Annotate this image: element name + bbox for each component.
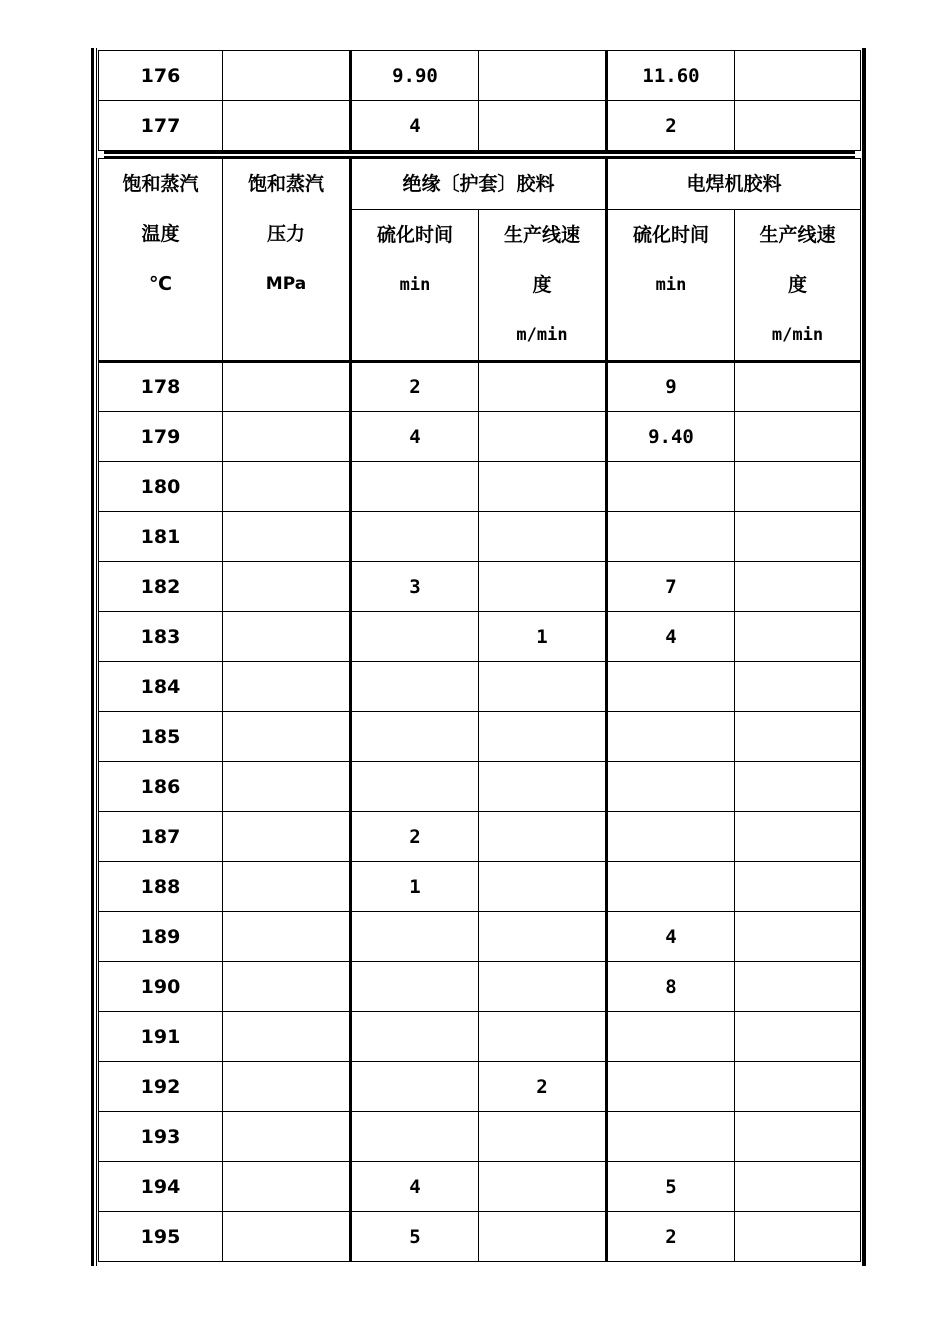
table-row (99, 612, 861, 662)
weld-line-speed-cell (735, 462, 861, 512)
pressure-cell (223, 612, 351, 662)
weld-cure-time-cell: 9.40 (607, 412, 735, 462)
weld-cure-time-cell: 4 (607, 612, 735, 662)
temperature-cell: 184 (99, 662, 223, 712)
ins-line-speed-cell (479, 912, 607, 962)
ins-line-speed-cell (479, 862, 607, 912)
pressure-cell (223, 1212, 351, 1262)
weld-line-speed-cell (735, 1162, 861, 1212)
temperature-cell: 190 (99, 962, 223, 1012)
header-weld-line-speed (735, 210, 861, 362)
temperature-cell: 194 (99, 1162, 223, 1212)
weld-line-speed-cell (735, 1112, 861, 1162)
weld-cure-time-cell: 2 (607, 1212, 735, 1262)
weld-cure-time-cell: 11.60 (607, 51, 735, 101)
temperature-cell: 179 (99, 412, 223, 462)
weld-cure-time-cell (607, 1062, 735, 1112)
pressure-cell (223, 912, 351, 962)
pressure-cell (223, 362, 351, 412)
temperature-cell: 187 (99, 812, 223, 862)
ins-line-speed-cell: 1 (479, 612, 607, 662)
table-row (99, 762, 861, 812)
ins-line-speed-cell (479, 812, 607, 862)
temperature-cell: 181 (99, 512, 223, 562)
temperature-cell: 185 (99, 712, 223, 762)
pressure-cell (223, 762, 351, 812)
weld-line-speed-cell (735, 762, 861, 812)
ins-cure-time-cell (351, 1062, 479, 1112)
weld-line-speed-cell (735, 362, 861, 412)
header-saturated-steam-temperature (99, 159, 223, 362)
header-temp-line1: 饱和蒸汽 (122, 173, 199, 195)
ins-cure-time-cell: 5 (351, 1212, 479, 1262)
ins-line-speed-cell (479, 51, 607, 101)
header-welder-label: 电焊机胶料 (686, 173, 782, 195)
header-ins-line-speed-unit: m/min (516, 325, 568, 345)
header-ins-line-speed (479, 210, 607, 362)
header-ins-cure-time-unit: min (399, 275, 431, 295)
table-row (99, 662, 861, 712)
table-row (99, 712, 861, 762)
table-row (99, 512, 861, 562)
header-insulation-compound (351, 159, 607, 210)
table-row (99, 562, 861, 612)
temperature-cell: 195 (99, 1212, 223, 1262)
header-pressure-unit: MPa (265, 274, 307, 294)
header-ins-cure-time-label: 硫化时间 (376, 224, 453, 246)
weld-cure-time-cell (607, 512, 735, 562)
weld-line-speed-cell (735, 1062, 861, 1112)
ins-cure-time-cell (351, 612, 479, 662)
weld-line-speed-cell (735, 812, 861, 862)
ins-cure-time-cell (351, 1112, 479, 1162)
ins-line-speed-cell (479, 1012, 607, 1062)
temperature-cell: 192 (99, 1062, 223, 1112)
weld-line-speed-cell (735, 101, 861, 151)
table-row (99, 962, 861, 1012)
weld-cure-time-cell: 2 (607, 101, 735, 151)
header-ins-line-speed-label2: 度 (532, 274, 552, 296)
ins-cure-time-cell (351, 462, 479, 512)
weld-line-speed-cell (735, 612, 861, 662)
pressure-cell (223, 662, 351, 712)
table-row (99, 912, 861, 962)
pressure-cell (223, 862, 351, 912)
weld-cure-time-cell (607, 1112, 735, 1162)
temperature-cell: 189 (99, 912, 223, 962)
ins-cure-time-cell: 3 (351, 562, 479, 612)
temperature-cell: 193 (99, 1112, 223, 1162)
weld-line-speed-cell (735, 51, 861, 101)
pressure-cell (223, 1112, 351, 1162)
ins-cure-time-cell: 2 (351, 812, 479, 862)
ins-cure-time-cell: 4 (351, 412, 479, 462)
vulcanization-table (98, 158, 861, 1262)
weld-line-speed-cell (735, 662, 861, 712)
header-pressure-line2: 压力 (266, 223, 305, 245)
temperature-cell: 180 (99, 462, 223, 512)
temperature-cell: 188 (99, 862, 223, 912)
ins-cure-time-cell: 4 (351, 101, 479, 151)
pressure-cell (223, 51, 351, 101)
table-row (99, 462, 861, 512)
table-row (99, 862, 861, 912)
pressure-cell (223, 962, 351, 1012)
temperature-cell: 183 (99, 612, 223, 662)
header-welder-compound (607, 159, 861, 210)
ins-line-speed-cell (479, 462, 607, 512)
pressure-cell (223, 562, 351, 612)
weld-cure-time-cell (607, 462, 735, 512)
ins-cure-time-cell (351, 762, 479, 812)
weld-cure-time-cell (607, 812, 735, 862)
header-saturated-steam-pressure (223, 159, 351, 362)
temperature-cell: 191 (99, 1012, 223, 1062)
weld-line-speed-cell (735, 412, 861, 462)
ins-line-speed-cell (479, 1162, 607, 1212)
ins-cure-time-cell: 1 (351, 862, 479, 912)
table-row (99, 101, 861, 151)
ins-line-speed-cell (479, 712, 607, 762)
table-row (99, 362, 861, 412)
ins-cure-time-cell: 2 (351, 362, 479, 412)
weld-cure-time-cell (607, 662, 735, 712)
ins-line-speed-cell (479, 101, 607, 151)
pressure-cell (223, 101, 351, 151)
weld-cure-time-cell (607, 762, 735, 812)
ins-line-speed-cell (479, 512, 607, 562)
weld-line-speed-cell (735, 512, 861, 562)
table-row (99, 812, 861, 862)
weld-cure-time-cell: 8 (607, 962, 735, 1012)
pressure-cell (223, 712, 351, 762)
ins-line-speed-cell (479, 1212, 607, 1262)
ins-cure-time-cell: 9.90 (351, 51, 479, 101)
pressure-cell (223, 1012, 351, 1062)
ins-line-speed-cell (479, 962, 607, 1012)
ins-line-speed-cell: 2 (479, 1062, 607, 1112)
header-insulation-label: 绝缘〔护套〕胶料 (402, 173, 555, 195)
weld-line-speed-cell (735, 712, 861, 762)
pressure-cell (223, 812, 351, 862)
ins-line-speed-cell (479, 562, 607, 612)
weld-line-speed-cell (735, 562, 861, 612)
header-weld-line-speed-label: 生产线速 (759, 224, 836, 246)
pressure-cell (223, 1162, 351, 1212)
right-border-bar (862, 48, 866, 1266)
weld-cure-time-cell: 5 (607, 1162, 735, 1212)
double-rule-top (104, 151, 855, 154)
table-row (99, 1112, 861, 1162)
weld-cure-time-cell: 4 (607, 912, 735, 962)
ins-cure-time-cell (351, 512, 479, 562)
table-row (99, 1062, 861, 1112)
pressure-cell (223, 412, 351, 462)
weld-cure-time-cell (607, 862, 735, 912)
header-ins-line-speed-label: 生产线速 (503, 224, 580, 246)
table-row (99, 1162, 861, 1212)
pressure-cell (223, 1062, 351, 1112)
header-weld-line-speed-label2: 度 (787, 274, 807, 296)
ins-line-speed-cell (479, 762, 607, 812)
ins-cure-time-cell (351, 662, 479, 712)
temperature-cell: 182 (99, 562, 223, 612)
table-row (99, 1212, 861, 1262)
weld-cure-time-cell: 9 (607, 362, 735, 412)
header-ins-cure-time (351, 210, 479, 362)
header-temp-unit: ℃ (148, 273, 172, 295)
vulcanization-table-continued (98, 50, 861, 151)
ins-cure-time-cell (351, 962, 479, 1012)
temperature-cell: 186 (99, 762, 223, 812)
weld-line-speed-cell (735, 1012, 861, 1062)
ins-cure-time-cell (351, 912, 479, 962)
ins-line-speed-cell (479, 362, 607, 412)
left-border-bar-inner (96, 48, 97, 1266)
ins-line-speed-cell (479, 412, 607, 462)
header-weld-cure-time-unit: min (655, 275, 687, 295)
header-pressure-line1: 饱和蒸汽 (247, 173, 324, 195)
header-weld-cure-time (607, 210, 735, 362)
table-row (99, 1012, 861, 1062)
temperature-cell: 178 (99, 362, 223, 412)
table-row (99, 51, 861, 101)
temperature-cell: 177 (99, 101, 223, 151)
weld-line-speed-cell (735, 1212, 861, 1262)
header-weld-line-speed-unit: m/min (771, 325, 824, 345)
weld-cure-time-cell: 7 (607, 562, 735, 612)
weld-line-speed-cell (735, 962, 861, 1012)
weld-cure-time-cell (607, 1012, 735, 1062)
pressure-cell (223, 512, 351, 562)
header-temp-line2: 温度 (141, 223, 180, 245)
weld-line-speed-cell (735, 912, 861, 962)
ins-cure-time-cell: 4 (351, 1162, 479, 1212)
ins-line-speed-cell (479, 1112, 607, 1162)
ins-line-speed-cell (479, 662, 607, 712)
temperature-cell: 176 (99, 51, 223, 101)
header-weld-cure-time-label: 硫化时间 (632, 224, 709, 246)
left-border-bar (91, 48, 94, 1266)
pressure-cell (223, 462, 351, 512)
ins-cure-time-cell (351, 1012, 479, 1062)
weld-cure-time-cell (607, 712, 735, 762)
ins-cure-time-cell (351, 712, 479, 762)
table-row (99, 412, 861, 462)
weld-line-speed-cell (735, 862, 861, 912)
